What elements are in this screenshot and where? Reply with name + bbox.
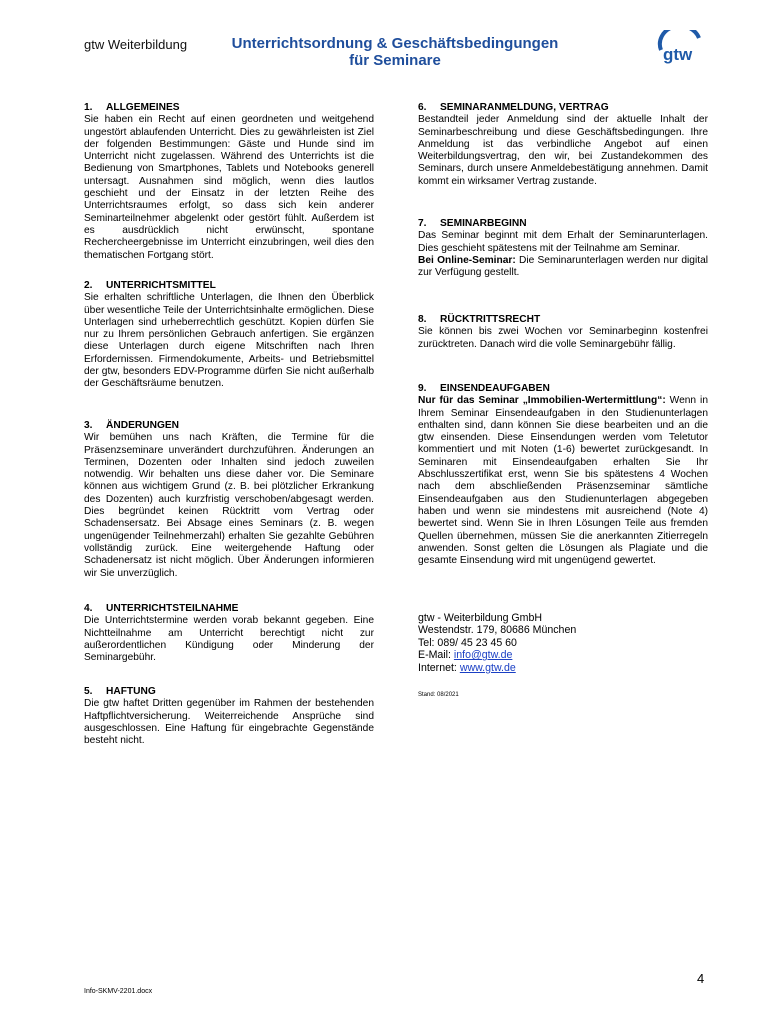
section-allgemeines [84,102,374,262]
section-body: Sie haben ein Recht auf einen geordneten und weitgehend ungestört ablaufenden Unterricht. Dies zu gewährleisten ist Ziel der folgenden Bestimmungen: Gäste und Hunde sind im Unterricht nicht zugelassen. Während des Unterrichts ist die Bedienung von Smartphones, Tablets und Notebooks generell untersagt. Ausnahmen sind möglich, wenn dies lautlos geschieht und der Einsatz in der letzten Reihe des Unterrichtsraumes erfolgt, so dass sich kein anderer Seminarteilnehmer abgelenkt oder gestört fühlt. Außerdem ist es ausdrücklich nicht erwünscht, spontane Rechercheergebnisse im Unterricht einzubringen, weil dies den thematischen Fortgang stört. [84,114,374,261]
title-line-1: Unterrichtsordnung & Geschäftsbedingungen [231,35,559,52]
version-date: Stand: 08/2021 [418,692,459,698]
web-link[interactable]: www.gtw.de [459,661,516,674]
online-seminar-text: Die Seminarunterlagen werden nur digital zur Verfügung gestellt. [418,254,708,279]
section-ruecktrittsrecht [418,314,708,351]
section-body: Wenn in Ihrem Seminar Einsendeaufgaben in den Studienunterlagen enthalten sind, dann können Sie diese bearbeiten und an die gtw einsenden. Diese Einsendungen werden vom Teletutor kommentiert und mit Noten (1-6) bewertet zurückgesandt. In Seminaren mit Einsendeaufgaben erhalten Sie Ihr Abschlusszertifikat erst, wenn Sie bis spätestens 4 Wochen nach dem abschließenden Präsenzseminar sämtliche Einsendeaufgaben aus den Studienunterlagen abgegeben haben und wenn sie mindestens mit ausreichend (Note 4) bewertet sind. Wenn Sie in Ihren Lösungen Teile aus fremden Quellen übernehmen, müssen Sie die anerkannten Zitierregeln anwenden. Sonst gelten die Lösungen als Plagiate und die gesamte Einsendung wird mit ungenügend gewertet. [418,395,708,567]
section-title: SEMINARANMELDUNG, VERTRAG [440,102,609,113]
section-unterrichtsteilnahme [84,603,374,664]
section-body: Sie erhalten schriftliche Unterlagen, die Ihnen den Überblick über wesentliche Teile der Unterrichtsinhalte ermöglichen. Diese Unterlagen sind urheberrechtlich geschützt. Kopien dürfen Sie nur zu Ihrem persönlichen Gebrauch anfertigen. Sie ergänzen diese Unterlagen durch eigene Mitschriften nach Ihren Erfordernissen. Firmendokumente, Arbeits- und Betriebsmittel der gtw, besonders EDV-Programme dürfen Sie nicht außerhalb der Geschäftsräume benutzen. [84,292,374,390]
phone: Tel: 089/ 45 23 45 60 [418,636,517,649]
section-body: Das Seminar beginnt mit dem Erhalt der Seminarunterlagen. Dies geschieht spätestens mit der Teilnahme am Seminar. [418,230,708,254]
section-unterrichtsmittel [84,280,374,391]
section-number: 6. [418,102,427,113]
section-title: UNTERRICHTSMITTEL [106,280,216,291]
section-number: 2. [84,280,93,291]
page-number: 4 [697,971,705,986]
section-title: ALLGEMEINES [106,102,180,113]
section-aenderungen [84,420,374,580]
section-body: Die gtw haftet Dritten gegenüber im Rahmen der bestehenden Haftpflichtversicherung. Weiterreichende Ansprüche sind ausgeschlossen. Eine Haftung für eingebrachte Gegenstände besteht nicht. [84,698,374,747]
section-number: 9. [418,383,427,394]
company-name: gtw - Weiterbildung GmbH [418,612,543,624]
section-title: SEMINARBEGINN [440,218,527,229]
section-seminarbeginn [418,218,708,279]
title-line-2: für Seminare [349,52,441,69]
section-body: Sie können bis zwei Wochen vor Seminarbeginn kostenfrei zurücktreten. Danach wird die volle Seminargebühr fällig. [418,326,708,350]
section-seminaranmeldung [418,102,708,188]
section-number: 1. [84,102,93,113]
footer-filename: Info-SKMV-2201.docx [84,988,153,995]
section-einsendeaufgaben [418,383,708,567]
section-haftung [84,686,374,747]
web-label: Internet: [418,661,460,674]
page-title [200,35,590,69]
section-subtitle: Nur für das Seminar „Immobilien-Wertermittlung“: [418,395,666,407]
email-link[interactable]: info@gtw.de [453,649,513,662]
section-body: Bestandteil jeder Anmeldung sind der aktuelle Inhalt der Seminarbeschreibung und diese Geschäftsbedingungen. Ihre Anmeldung ist das verbindliche Angebot auf einen Weiterbildungsvertrag, den wir, bei Zustandekommen des Seminars, durch unsere Anmeldebestätigung annehmen. Damit kommt ein wirksamer Vertrag zustande. [418,114,708,187]
email-label: E-Mail: [418,649,454,662]
section-number: 7. [418,218,427,229]
section-number: 8. [418,314,427,325]
org-name: gtw Weiterbildung [84,37,188,52]
logo-text: gtw [663,45,693,64]
section-title: UNTERRICHTSTEILNAHME [106,603,239,614]
section-title: ÄNDERUNGEN [106,420,180,431]
online-seminar-label: Bei Online-Seminar: [418,254,516,266]
contact-block [418,612,576,674]
section-number: 5. [84,686,93,697]
section-title: RÜCKTRITTSRECHT [440,314,541,325]
section-number: 4. [84,603,93,614]
section-title: HAFTUNG [106,686,156,697]
address: Westendstr. 179, 80686 München [418,624,577,637]
section-number: 3. [84,420,93,431]
gtw-logo [655,30,705,68]
section-body: Die Unterrichtstermine werden vorab bekannt gegeben. Eine Nichtteilnahme am Unterricht berechtigt nicht zur außerordentlichen Kündigung oder Minderung der Seminargebühr. [84,615,374,664]
section-title: EINSENDEAUFGABEN [440,383,550,394]
section-body: Wir bemühen uns nach Kräften, die Termine für die Präsenzseminare unverändert durchzuführen. Änderungen an Terminen, Dozenten oder Inhalten sind jedoch zuweilen notwendig. Wir behalten uns diese daher vor. Die Seminare können aus wichtigem Grund (z. B. bei plötzlicher Erkrankung des Dozenten) auch kurzfristig verschoben/abgesagt werden. Dies begründet keinen Rücktritt vom Vertrag oder Schadensersatz. Bei Absage eines Seminars (z. B. wegen ungenügender Teilnehmerzahl) erhalten Sie gezahlte Gebühren vollständig zurück. Eine weitergehende Haftung oder Schadenersatz ist nicht möglich. Über Änderungen informieren wir Sie unverzüglich. [84,432,374,579]
